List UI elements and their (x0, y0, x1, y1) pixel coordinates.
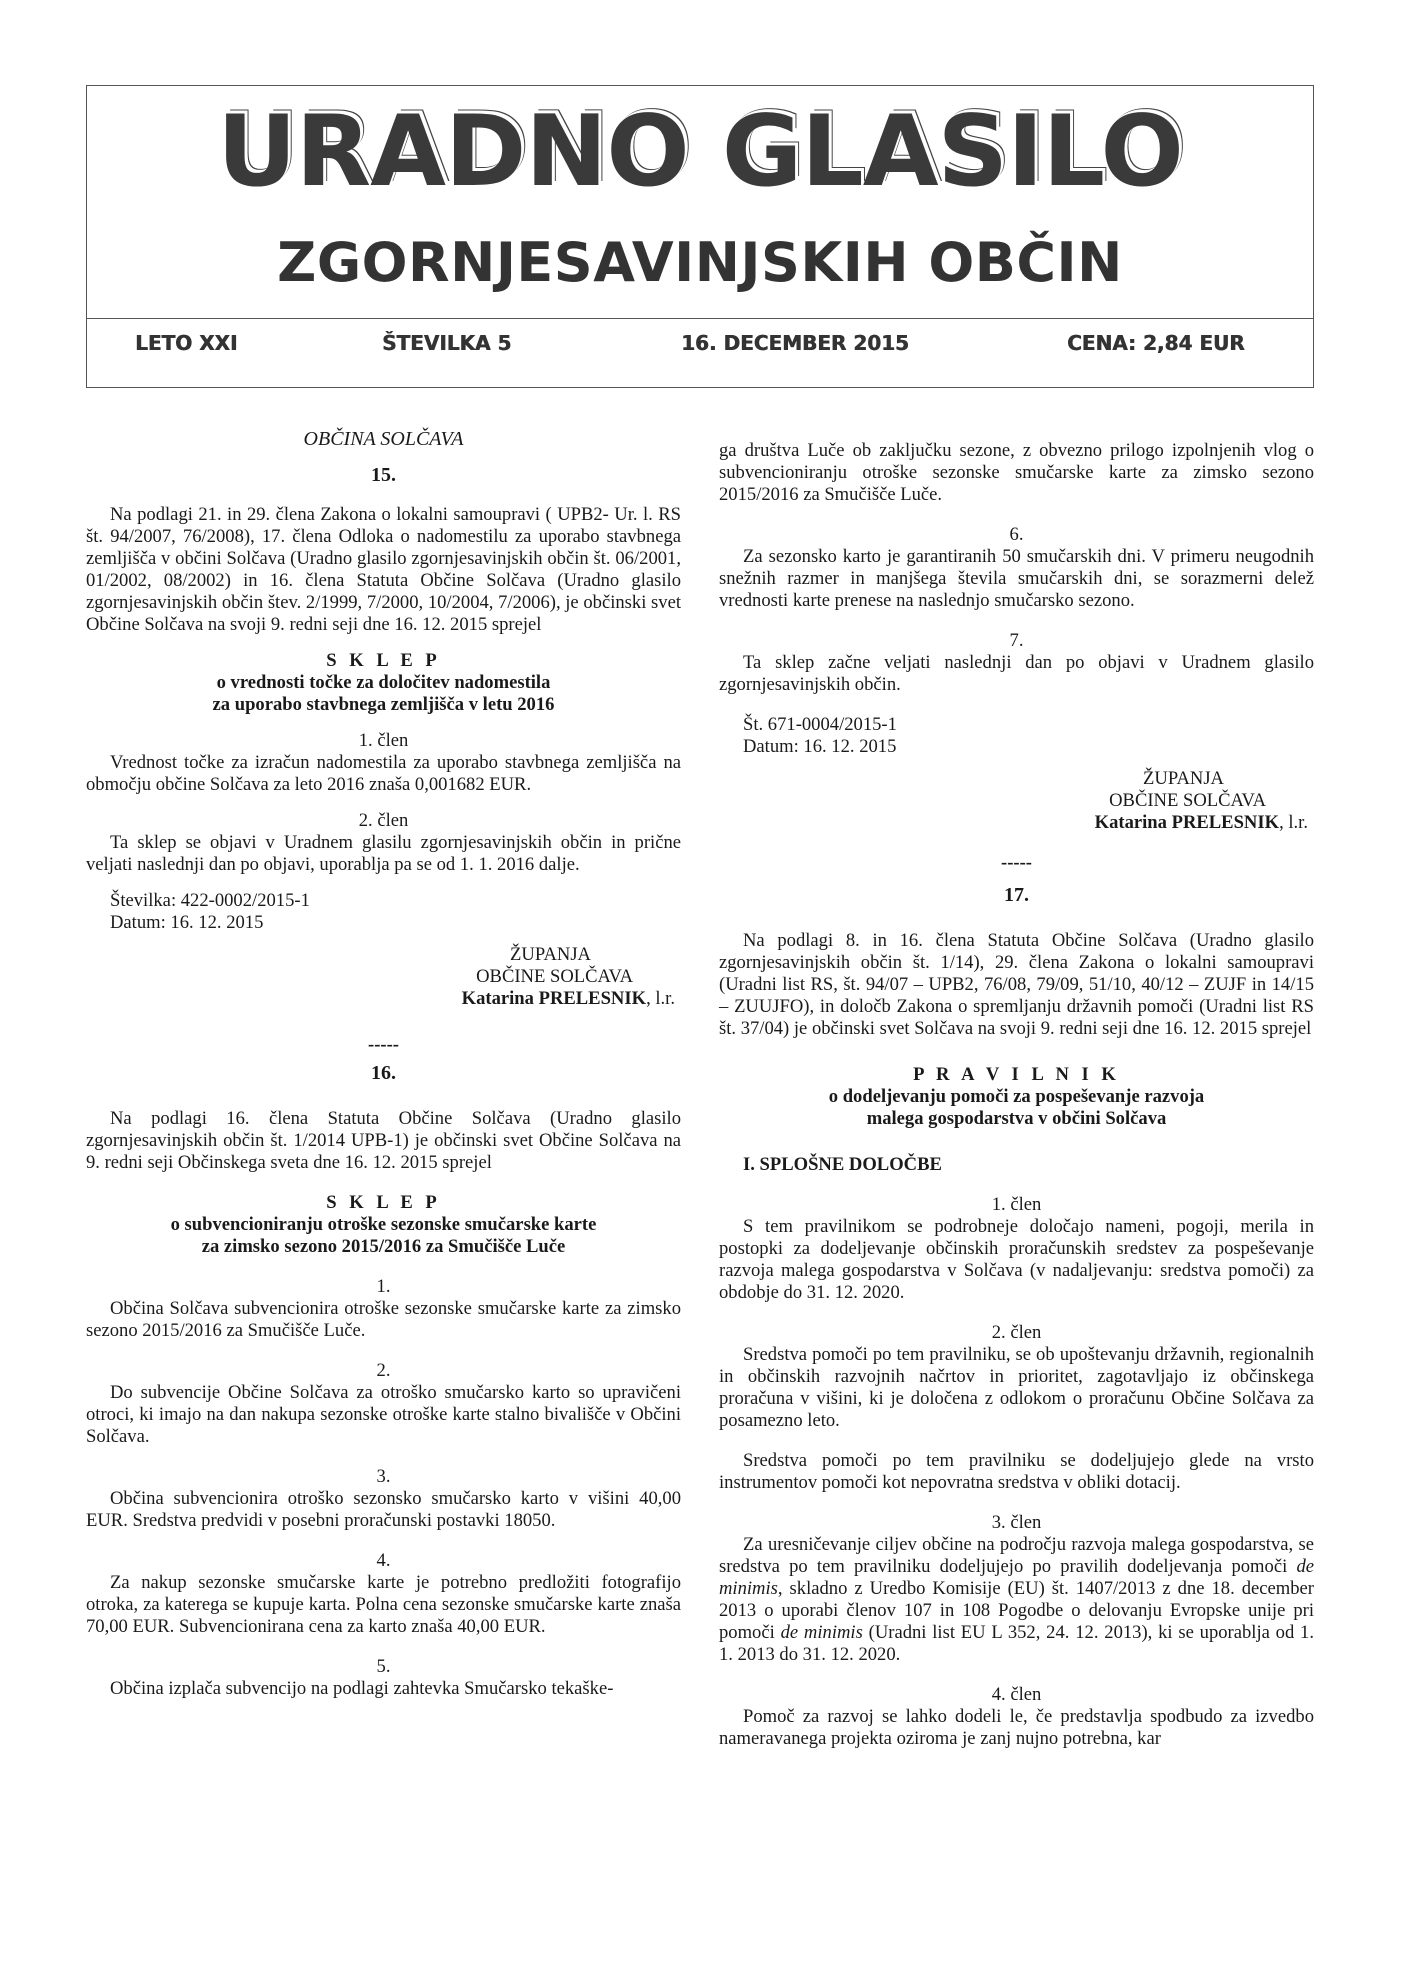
point-text: Za sezonsko karto je garantiranih 50 smučarskih dni. V primeru neugodnih snežnih razmer in manjšega števila smučarskih dni, se sorazmerni delež vrednosti karte prenese na naslednjo smučarsko sezono. (719, 546, 1314, 611)
reference-date: Datum: 16. 12. 2015 (743, 736, 897, 757)
document-type: S K L E P (326, 1192, 441, 1213)
article-text: Sredstva pomoči po tem pravilniku se dodeljujejo glede na vrsto instrumentov pomoči kot nepovratna sredstva v obliki dotacij. (719, 1450, 1314, 1493)
article-text (719, 1534, 1314, 1666)
signature-block (719, 768, 1314, 834)
reference-number: Št. 671-0004/2015-1 (743, 714, 897, 735)
article-text-part: (Uradni list EU L 352, 24. 12. 2013), ki se uporablja od 1. 1. 2013 do 31. 12. 2020. (719, 1622, 1315, 1665)
masthead-divider (87, 318, 1313, 319)
issue-number: ŠTEVILKA 5 (382, 331, 512, 355)
document-title-line: o vrednosti točke za določitev nadomestila (216, 672, 551, 693)
article-heading: 3. člen (991, 1512, 1042, 1533)
latin-term: de minimis (719, 1556, 1314, 1599)
publication-title: URADNO GLASILO (217, 95, 1183, 209)
point-text: Občina Solčava subvencionira otroške sezonske smučarske karte za zimsko sezono 2015/2016 za Smučišče Luče. (86, 1298, 681, 1341)
preamble: Na podlagi 8. in 16. člena Statuta Občine Solčava (Uradno glasilo zgornjesavinjskih občin št. 1/14), 29. člena Zakona o lokalni samoupravi (Uradni list RS, št. 94/07 – UPB2, 76/08, 79/09, 51/10, 40/12 – ZUJF in 14/15 – ZUUJFO), in določb Zakona o spremljanju državnih pomoči (Uradni list RS št. 37/04) je občinski svet Solčava na svoji 9. redni seji dne 16. 12. 2015 sprejel (719, 930, 1314, 1039)
publication-subtitle: ZGORNJESAVINJSKIH OBČIN (277, 231, 1123, 294)
issue-year: LETO XXI (135, 331, 238, 355)
document-title-line: za uporabo stavbnega zemljišča v letu 2016 (212, 694, 555, 715)
issue-date: 16. DECEMBER 2015 (681, 331, 909, 355)
article-text: Sredstva pomoči po tem pravilniku, se ob upoštevanju državnih, regionalnih in občinskih razvojnih načrtov in prioritet, zagotavljajo iz občinskega proračuna v višini, ki je določena z odlokom o proračunu Občine Solčava za posamezno leto. (719, 1344, 1314, 1431)
signature-organisation: OBČINE SOLČAVA (476, 966, 633, 987)
left-column (86, 428, 681, 1700)
article-heading: 2. člen (358, 810, 409, 831)
point-text: Ta sklep začne veljati naslednji dan po objavi v Uradnem glasilo zgornjesavinjskih občin. (719, 652, 1314, 695)
right-column (719, 440, 1314, 1750)
article-text: Ta sklep se objavi v Uradnem glasilu zgornjesavinjskih občin in prične veljati naslednji dan po objavi, uporablja pa se od 1. 1. 2016 dalje. (86, 832, 681, 875)
article-text: Vrednost točke za izračun nadomestila za uporabo stavbnega zemljišča na območju občine Solčava za leto 2016 znaša 0,001682 EUR. (86, 752, 681, 795)
signature-title: ŽUPANJA (510, 944, 591, 965)
signature-organisation: OBČINE SOLČAVA (1109, 790, 1266, 811)
document-title-line: za zimsko sezono 2015/2016 za Smučišče Luče (201, 1236, 566, 1257)
document-title-line: o subvencioniranju otroške sezonske smučarske karte (170, 1214, 597, 1235)
article-heading: 1. člen (991, 1194, 1042, 1215)
article-text: S tem pravilnikom se podrobneje določajo nameni, pogoji, merila in postopki za dodeljevanje občinskih proračunskih sredstev za pospeševanje razvoja malega gospodarstva v Solčava (v nadaljevanju: sredstva pomoči) za obdobje do 31. 12. 2020. (719, 1216, 1314, 1303)
document-number: 16. (371, 1062, 396, 1084)
document-type: S K L E P (326, 650, 441, 671)
document-title-line: malega gospodarstva v občini Solčava (866, 1108, 1167, 1129)
point-heading: 3. (376, 1466, 391, 1487)
signature-name: Katarina PRELESNIK (1094, 812, 1280, 833)
masthead (86, 85, 1314, 388)
municipality-heading: OBČINA SOLČAVA (303, 428, 464, 450)
article-heading: 2. člen (991, 1322, 1042, 1343)
signature-suffix: , l.r. (1279, 812, 1308, 833)
point-text: Občina izplača subvencijo na podlagi zahtevka Smučarsko tekaške- (110, 1678, 614, 1699)
continued-text: ga društva Luče ob zaključku sezone, z obvezno prilogo izpolnjenih vlog o subvencioniranju otroške sezonske smučarske karte za zimsko sezono 2015/2016 za Smučišče Luče. (719, 440, 1314, 505)
document-number: 17. (1004, 884, 1029, 906)
signature-name: Katarina PRELESNIK (461, 988, 647, 1009)
point-heading: 4. (376, 1550, 391, 1571)
point-heading: 2. (376, 1360, 391, 1381)
document-number: 15. (371, 464, 396, 486)
separator: ----- (368, 1034, 399, 1055)
document-title-line: o dodeljevanju pomoči za pospeševanje razvoja (828, 1086, 1205, 1107)
point-heading: 1. (376, 1276, 391, 1297)
point-text: Za nakup sezonske smučarske karte je potrebno predložiti fotografijo otroka, za katerega se kupuje karta. Polna cena sezonske smučarske karte znaša 70,00 EUR. Subvencionirana cena za karto znaša 40,00 EUR. (86, 1572, 681, 1637)
separator: ----- (1001, 852, 1032, 873)
reference-number: Številka: 422-0002/2015-1 (110, 890, 310, 911)
point-text: Do subvencije Občine Solčava za otroško smučarsko karto so upravičeni otroci, ki imajo na dan nakupa sezonske otroške karte stalno bivališče v Občini Solčava. (86, 1382, 681, 1447)
latin-term: de minimis (780, 1622, 863, 1643)
point-heading: 5. (376, 1656, 391, 1677)
article-heading: 4. člen (991, 1684, 1042, 1705)
point-text: Občina subvencionira otroško sezonsko smučarsko karto v višini 40,00 EUR. Sredstva predvidi v posebni proračunski postavki 18050. (86, 1488, 681, 1531)
signature-title: ŽUPANJA (1143, 768, 1224, 789)
preamble: Na podlagi 21. in 29. člena Zakona o lokalni samoupravi ( UPB2- Ur. l. RS št. 94/2007, 76/2008), 17. člena Odloka o nadomestilu za uporabo stavbnega zemljišča v občini Solčava (Uradno glasilo zgornjesavinjskih občin št. 06/2001, 01/2002, 08/2002) in 16. člena Statuta Občine Solčava (Uradno glasilo zgornjesavinjskih občin štev. 2/1999, 7/2000, 10/2004, 7/2006), je občinski svet Občine Solčava na svoji 9. redni seji dne 16. 12. 2015 sprejel (86, 504, 681, 635)
article-text-part: Za uresničevanje ciljev občine na področju razvoja malega gospodarstva, se sredstva po tem pravilniku dodeljujejo po pravilih dodeljevanja pomoči (719, 1534, 1314, 1577)
section-heading: I. SPLOŠNE DOLOČBE (743, 1154, 942, 1175)
article-text: Pomoč za razvoj se lahko dodeli le, če predstavlja spodbudo za izvedbo nameravanega projekta oziroma je zanj nujno potrebna, kar (719, 1706, 1314, 1749)
point-heading: 6. (1009, 524, 1024, 545)
article-heading: 1. člen (358, 730, 409, 751)
signature-block (86, 944, 681, 1010)
reference-date: Datum: 16. 12. 2015 (110, 912, 264, 933)
signature-suffix: , l.r. (646, 988, 675, 1009)
point-heading: 7. (1009, 630, 1024, 651)
document-type: P R A V I L N I K (913, 1064, 1120, 1085)
preamble: Na podlagi 16. člena Statuta Občine Solčava (Uradno glasilo zgornjesavinjskih občin št. 1/2014 UPB-1) je občinski svet Občine Solčava na 9. redni seji Občinskega sveta dne 16. 12. 2015 sprejel (86, 1108, 681, 1173)
issue-price: CENA: 2,84 EUR (1067, 331, 1245, 355)
article-text-part: , skladno z Uredbo Komisije (EU) št. 1407/2013 z dne 18. december 2013 o uporabi členov 107 in 108 Pogodbe o delovanju Evropske unije pri pomoči (719, 1578, 1314, 1643)
